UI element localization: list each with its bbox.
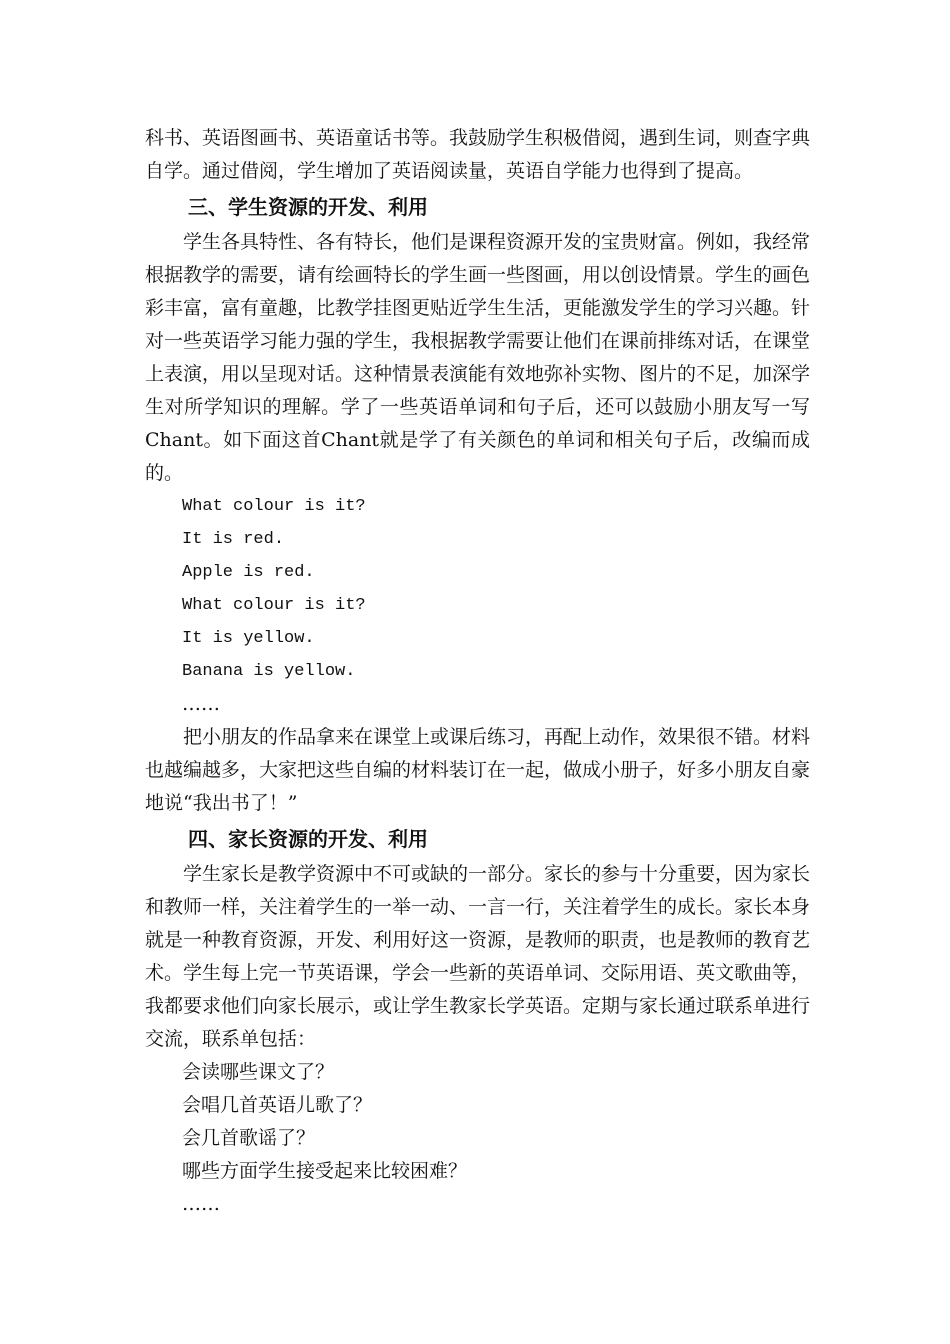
- paragraph-students: 学生各具特性、各有特长，他们是课程资源开发的宝贵财富。例如，我经常根据教学的需要，请有绘画特长的学生画一些图画，用以创设情景。学生的画色彩丰富，富有童趣，比教学挂图更贴近学生生活，更能激发学生的学习兴趣。针对一些英语学习能力强的学生，我根据教学需要让他们在课前排练对话，在课堂上表演，用以呈现对话。这种情景表演能有效地弥补实物、图片的不足，加深学生对所学知识的理解。学了一些英语单词和句子后，还可以鼓励小朋友写一写 Chant。如下面这首Chant就是学了有关颜色的单词和相关句子后，改编而成的。: [145, 231, 811, 484]
- section-heading-students: 三、学生资源的开发、利用: [188, 195, 428, 219]
- section-heading-parents: 四、家长资源的开发、利用: [188, 827, 428, 851]
- contact-question: 哪些方面学生接受起来比较困难？: [182, 1160, 468, 1182]
- contact-question: 会唱几首英语儿歌了？: [182, 1094, 373, 1116]
- contact-question: 会读哪些课文了？: [182, 1061, 335, 1083]
- chant-line: It is yellow.: [182, 629, 315, 648]
- chant-line: What colour is it?: [182, 497, 366, 516]
- contact-question: 会几首歌谣了？: [182, 1127, 316, 1149]
- chant-line: What colour is it?: [182, 596, 366, 615]
- chant-ellipsis: ……: [182, 693, 220, 715]
- paragraph-works: 把小朋友的作品拿来在课堂上或课后练习，再配上动作，效果很不错。材料也越编越多，大家把这些自编的材料装订在一起，做成小册子，好多小朋友自豪地说“我出书了！”: [145, 726, 811, 814]
- paragraph-parents: 学生家长是教学资源中不可或缺的一部分。家长的参与十分重要，因为家长和教师一样，关注着学生的一举一动、一言一行，关注着学生的成长。家长本身就是一种教育资源，开发、利用好这一资源，是教师的职责，也是教师的教育艺术。学生每上完一节英语课，学会一些新的英语单词、交际用语、英文歌曲等，我都要求他们向家长展示，或让学生教家长学英语。定期与家长通过联系单进行交流，联系单包括：: [145, 863, 811, 1050]
- contact-question-ellipsis: ……: [182, 1193, 220, 1215]
- document-body: [145, 122, 810, 1221]
- chant-line: Apple is red.: [182, 563, 315, 582]
- chant-line: Banana is yellow.: [182, 662, 356, 681]
- paragraph-continued: 科书、英语图画书、英语童话书等。我鼓励学生积极借阅，遇到生词，则查字典自学。通过借阅，学生增加了英语阅读量，英语自学能力也得到了提高。: [145, 127, 811, 182]
- contact-sheet-list: [145, 1056, 810, 1221]
- chant-block: [145, 490, 810, 721]
- chant-line: It is red.: [182, 530, 285, 549]
